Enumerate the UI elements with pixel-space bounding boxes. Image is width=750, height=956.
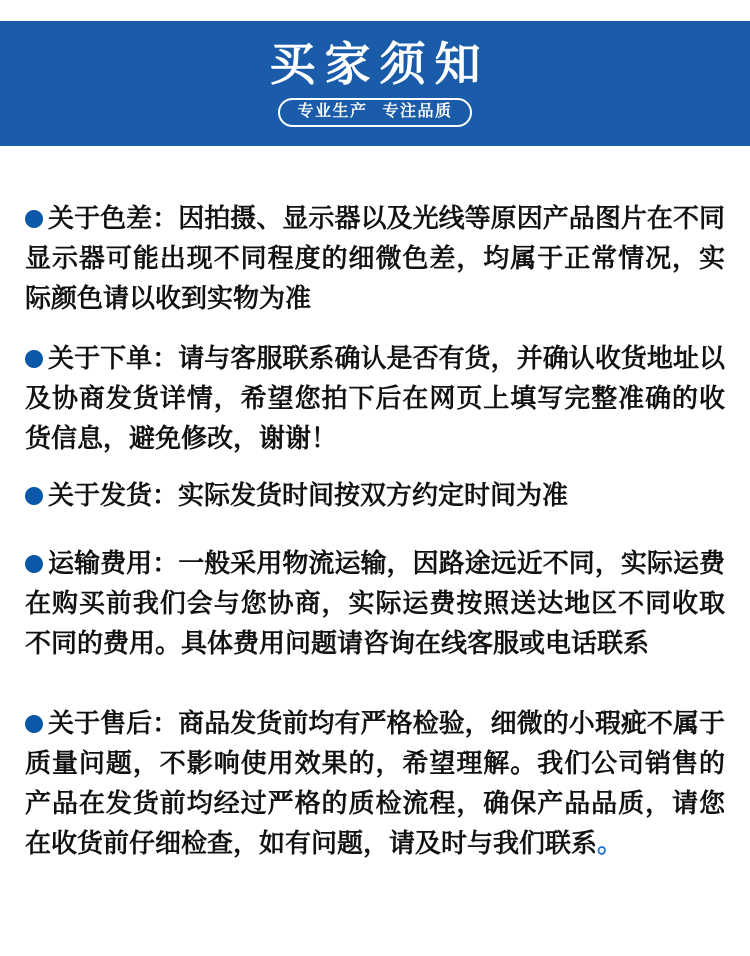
bullet-icon <box>25 715 43 733</box>
tagline-pill <box>278 98 473 127</box>
notice-text: 运输费用：一般采用物流运输，因路途远近不同，实际运费在购买前我们会与您协商，实际运费按照送达地区不同收取不同的费用。具体费用问题请咨询在线客服或电话联系 <box>25 548 725 658</box>
notice-after-sales <box>25 703 725 863</box>
notice-freight <box>25 543 725 663</box>
notice-text: 关于下单：请与客服联系确认是否有货，并确认收货地址以及协商发货详情，希望您拍下后在网页上填写完整准确的收货信息，避免修改，谢谢！ <box>25 343 725 453</box>
bullet-icon <box>25 210 43 228</box>
notice-shipping <box>25 475 725 515</box>
notice-text: 关于色差：因拍摄、显示器以及光线等原因产品图片在不同显示器可能出现不同程度的细微色差，均属于正常情况，实际颜色请以收到实物为准 <box>25 203 725 313</box>
page <box>0 21 750 863</box>
page-title: 买家须知 <box>269 38 490 90</box>
bullet-icon <box>25 555 43 573</box>
notice-suffix-period: 。 <box>597 828 624 858</box>
bullet-icon <box>25 350 43 368</box>
notice-ordering <box>25 338 725 458</box>
bullet-icon <box>25 487 43 505</box>
notice-text: 关于售后：商品发货前均有严格检验，细微的小瑕疵不属于质量问题，不影响使用效果的，希望理解。我们公司销售的产品在发货前均经过严格的质检流程，确保产品品质，请您在收货前仔细检查，如有问题，请及时与我们联系 <box>25 708 725 858</box>
notice-color-difference <box>25 198 725 318</box>
notice-text: 关于发货：实际发货时间按双方约定时间为准 <box>48 480 569 510</box>
banner <box>0 21 750 146</box>
notices-section <box>0 198 750 863</box>
tagline-text: 专业生产 专注品质 <box>297 103 453 120</box>
